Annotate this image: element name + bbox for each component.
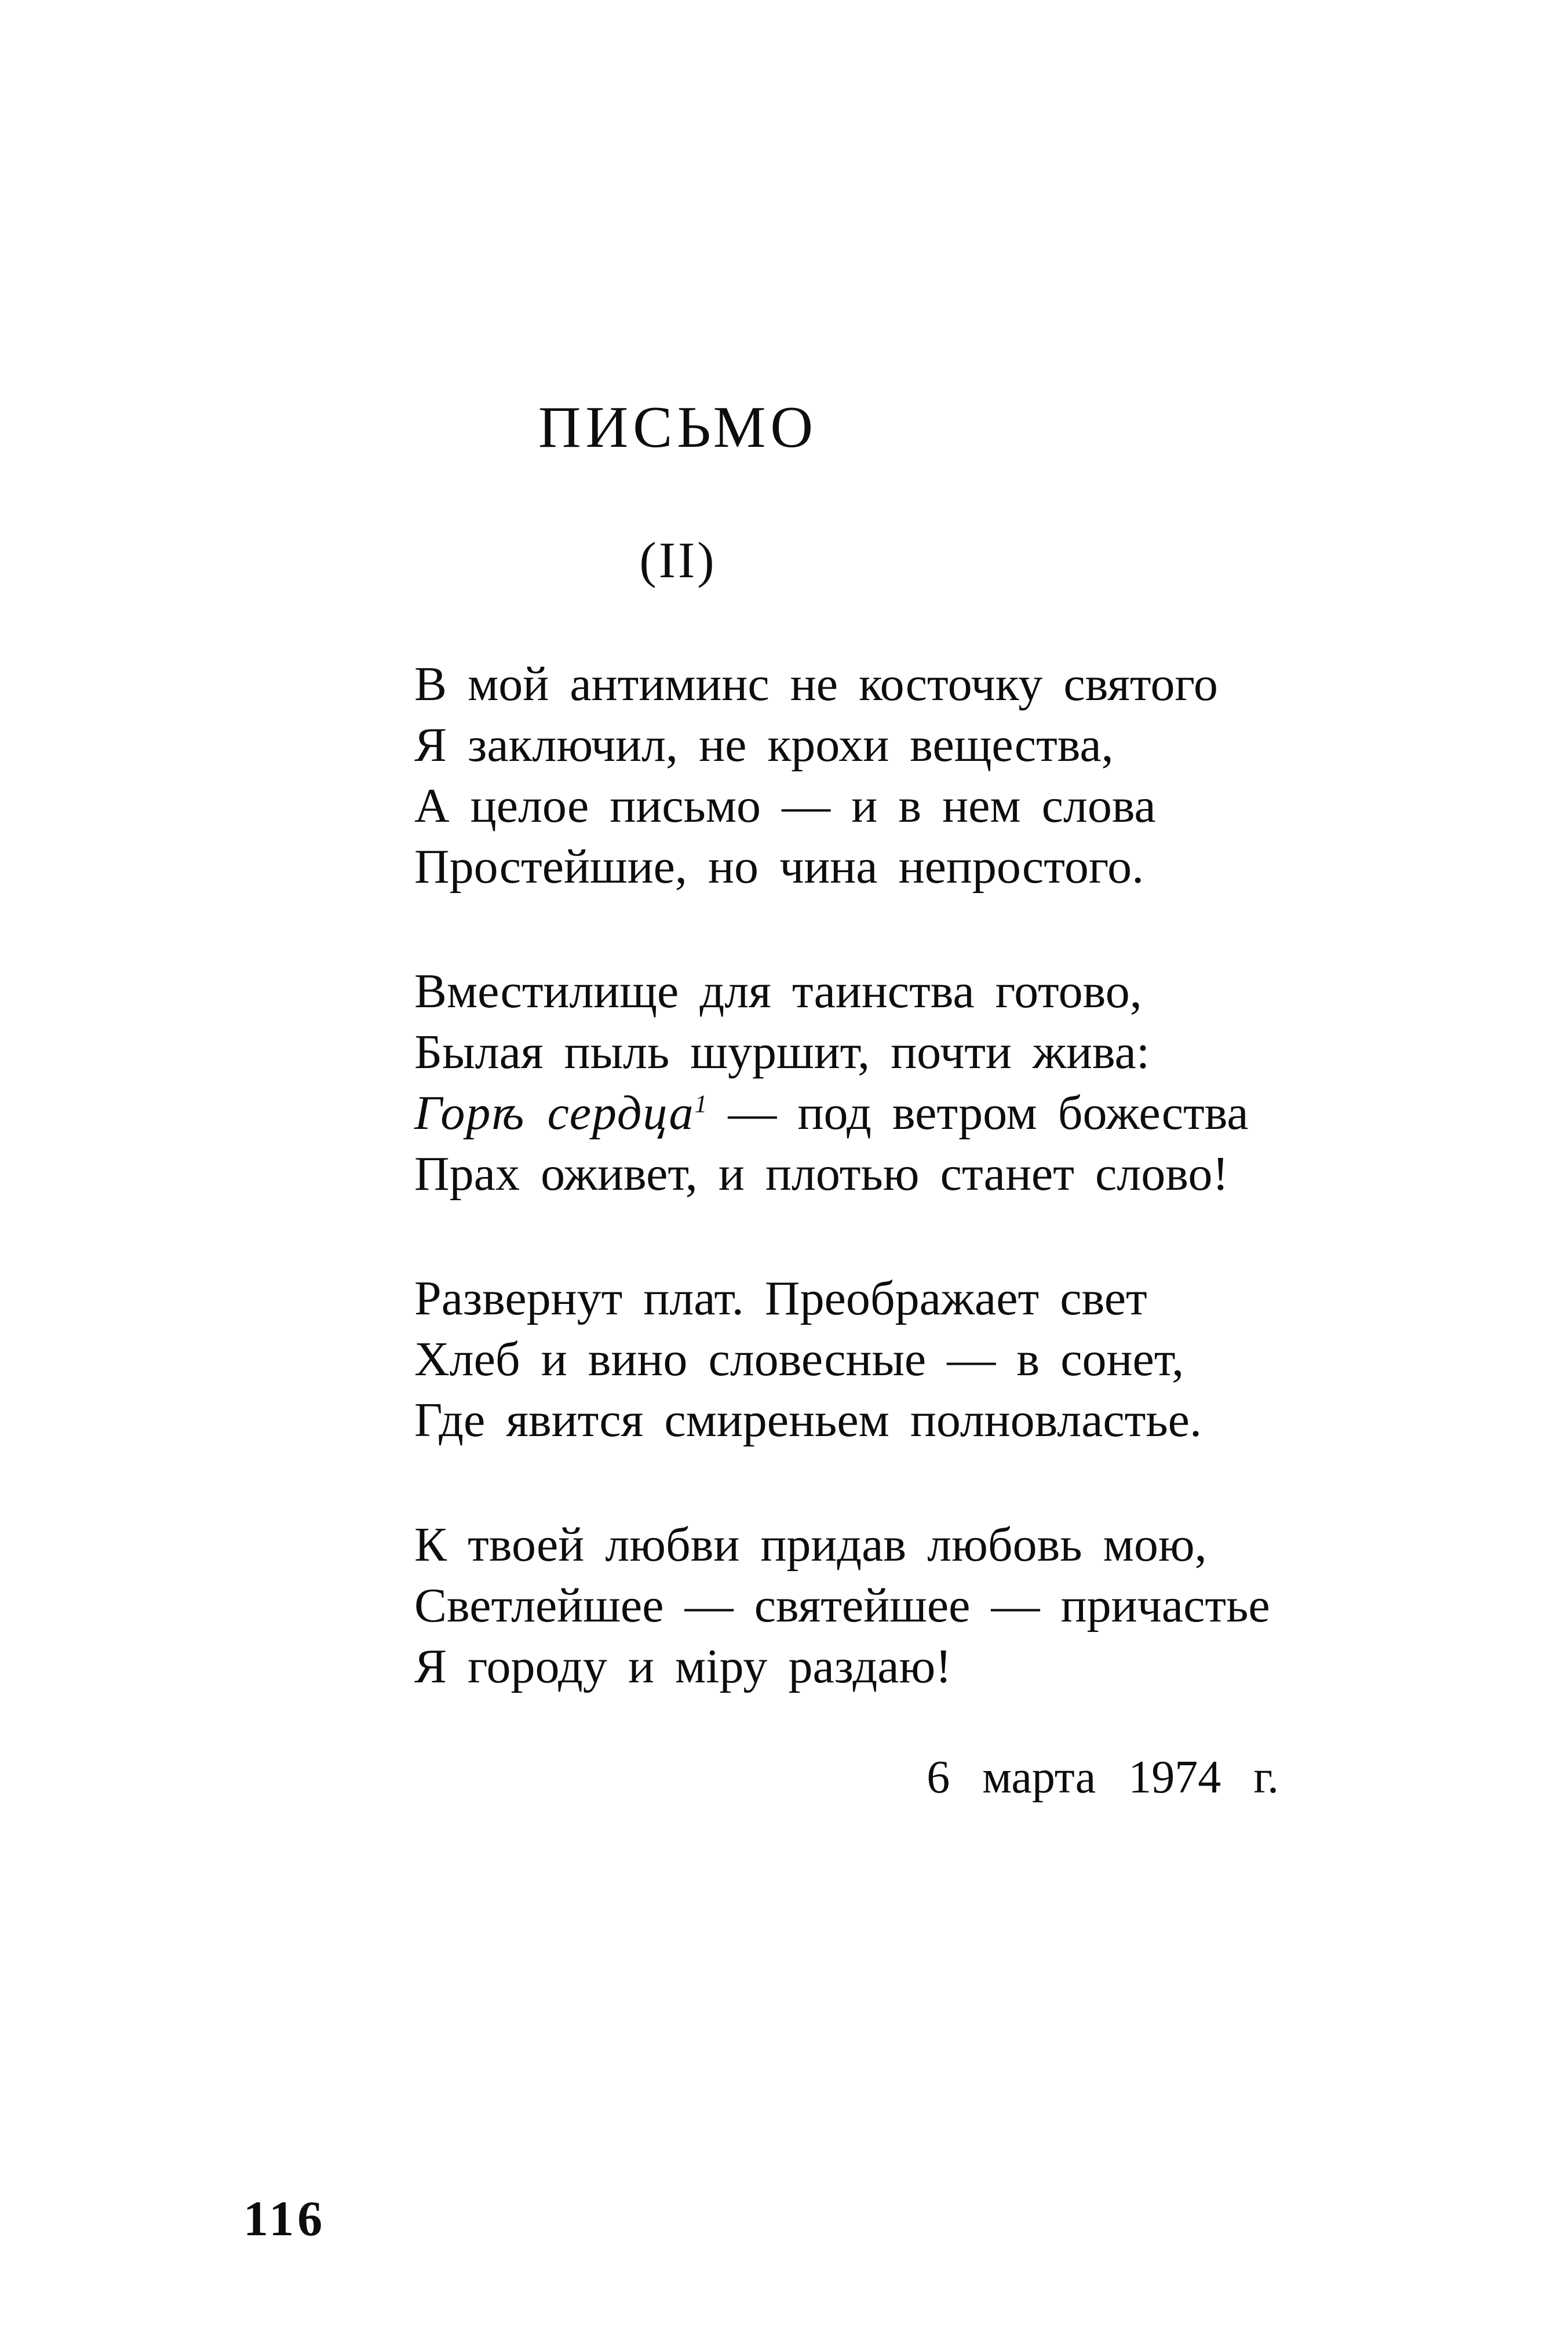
- poem-subtitle: (II): [639, 533, 717, 589]
- poem-line-rest: — под ветром божества: [707, 1086, 1249, 1140]
- poem-line: Вместилище для таинства готово,: [414, 964, 1142, 1018]
- stanza-4: [414, 1514, 1270, 1697]
- poem-line: Прах оживет, и плотью станет слово!: [414, 1147, 1229, 1201]
- stanza-3: [414, 1268, 1270, 1451]
- footnote-marker: 1: [694, 1090, 708, 1118]
- poem-line: Развернут плат. Преображает свет: [414, 1271, 1147, 1325]
- stanza-1: [414, 654, 1270, 897]
- poem-line: Светлейшее — святейшее — причастье: [414, 1579, 1270, 1633]
- poem-line: Я городу и міру раздаю!: [414, 1639, 952, 1693]
- poem-line: Простейшие, но чина непростого.: [414, 840, 1144, 894]
- poem-title: ПИСЬМО: [538, 395, 818, 460]
- page-number: 116: [243, 2191, 326, 2246]
- poem-date: 6 марта 1974 г.: [927, 1752, 1279, 1803]
- poem-line-with-quote: [414, 1083, 1270, 1143]
- poem-line: В мой антиминс не косточку святого: [414, 657, 1218, 711]
- poem-line: К твоей любви придав любовь мою,: [414, 1518, 1207, 1572]
- poem-line: Я заключил, не крохи вещества,: [414, 718, 1114, 772]
- liturgical-quote-italic: Горѣ сердца: [414, 1086, 695, 1140]
- poem-line: Былая пыль шуршит, почти жива:: [414, 1025, 1150, 1079]
- poem-body: [414, 654, 1270, 1761]
- poem-line: А целое письмо — и в нем слова: [414, 779, 1156, 833]
- poem-line: Хлеб и вино словесные — в сонет,: [414, 1332, 1184, 1386]
- poem-line: Где явится смиреньем полновластье.: [414, 1393, 1202, 1447]
- stanza-2: [414, 961, 1270, 1204]
